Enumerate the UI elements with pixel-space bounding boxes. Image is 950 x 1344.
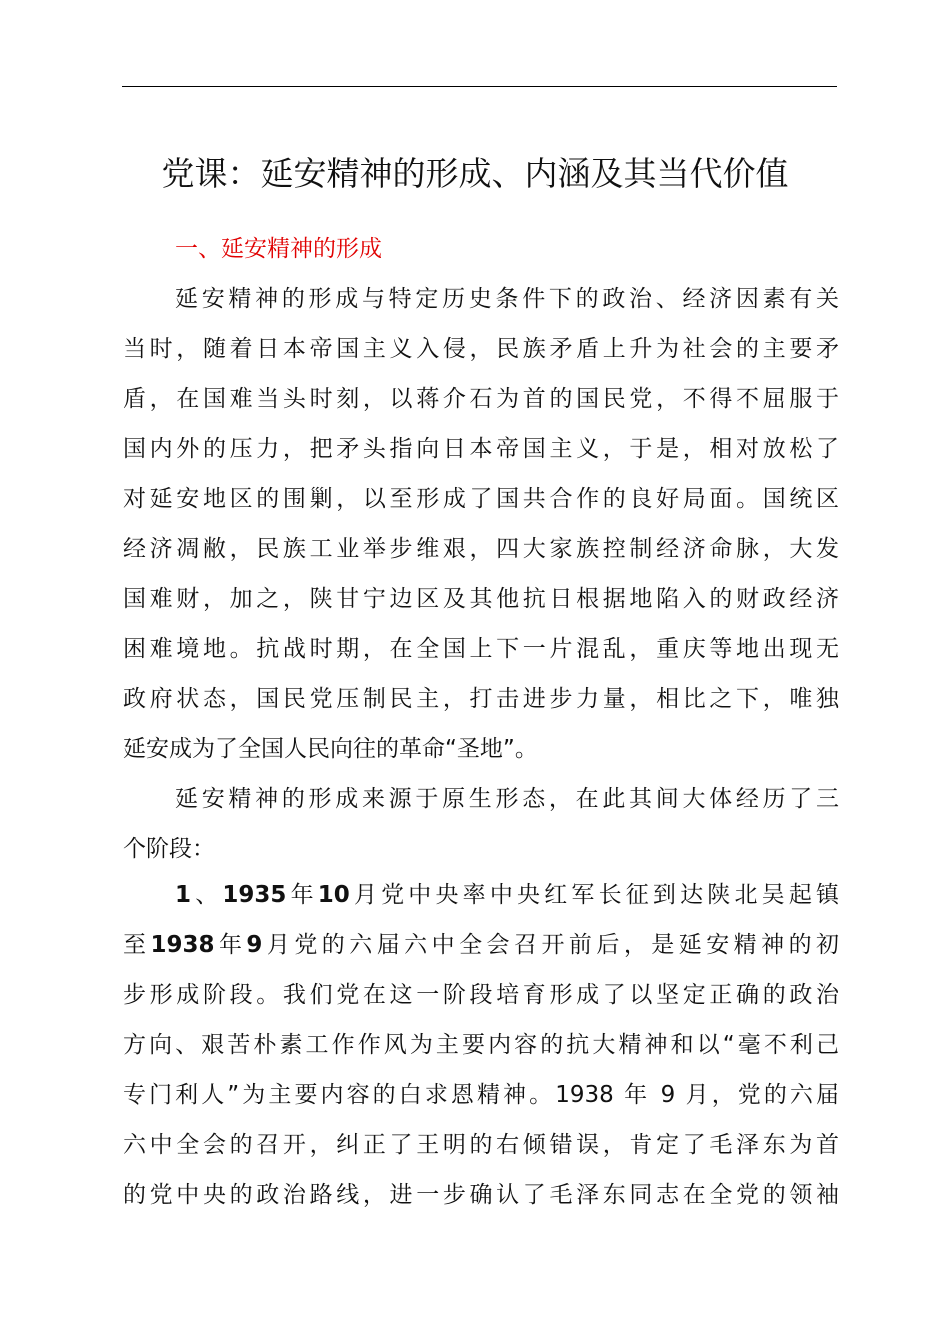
- paragraph-line: 六中全会的召开，纠正了王明的右倾错误，肯定了毛泽东为首: [123, 1132, 839, 1158]
- inline-text: 月党中央率中央红军长征到达陕北吴起镇: [349, 882, 839, 908]
- paragraph-line: 经济凋敝，民族工业举步维艰，四大家族控制经济命脉，大发: [123, 536, 839, 562]
- paragraph-stage-one: [123, 870, 839, 1220]
- inline-text: 至: [123, 932, 151, 958]
- paragraph-line: 方向、艰苦朴素工作作风为主要内容的抗大精神和以“毫不利己: [123, 1032, 839, 1058]
- inline-text: 、: [191, 882, 223, 908]
- bold-number: 1: [175, 882, 192, 908]
- paragraph-three-stages-intro: [123, 774, 839, 874]
- paragraph-line: 个阶段：: [123, 836, 215, 862]
- paragraph-line: 国难财，加之，陕甘宁边区及其他抗日根据地陷入的财政经济: [123, 586, 839, 612]
- paragraph-line: [123, 870, 839, 920]
- header-rule: [122, 86, 837, 87]
- bold-number: 10: [317, 882, 350, 908]
- paragraph-line: 专门利人”为主要内容的白求恩精神。1938 年 9 月，党的六届: [123, 1082, 839, 1108]
- inline-text: 年: [214, 932, 247, 958]
- paragraph-line: 当时，随着日本帝国主义入侵，民族矛盾上升为社会的主要矛: [123, 336, 839, 362]
- paragraph-line: 困难境地。抗战时期，在全国上下一片混乱，重庆等地出现无: [123, 636, 839, 662]
- bold-number: 9: [246, 932, 263, 958]
- bold-number: 1935: [222, 882, 287, 908]
- bold-number: 1938: [150, 932, 215, 958]
- inline-text: 月党的六届六中全会召开前后，是延安精神的初: [262, 932, 839, 958]
- paragraph-line: 盾，在国难当头时刻，以蒋介石为首的国民党，不得不屈服于: [123, 386, 839, 412]
- paragraph-line: 政府状态，国民党压制民主，打击进步力量，相比之下，唯独: [123, 686, 839, 712]
- paragraph-line: 的党中央的政治路线，进一步确认了毛泽东同志在全党的领袖: [123, 1182, 839, 1208]
- paragraph-line: 延安精神的形成与特定历史条件下的政治、经济因素有关: [175, 286, 839, 312]
- paragraph-line: 国内外的压力，把矛头指向日本帝国主义，于是，相对放松了: [123, 436, 839, 462]
- inline-text: 年: [286, 882, 318, 908]
- paragraph-formation-background: [123, 274, 839, 774]
- section-heading: 一、延安精神的形成: [175, 236, 382, 262]
- paragraph-line: 延安成为了全国人民向往的革命“圣地”。: [123, 736, 538, 762]
- paragraph-line: 延安精神的形成来源于原生形态，在此其间大体经历了三: [175, 786, 839, 812]
- paragraph-line: [123, 920, 839, 970]
- paragraph-line: 步形成阶段。我们党在这一阶段培育形成了以坚定正确的政治: [123, 982, 839, 1008]
- document-title: 党课：延安精神的形成、内涵及其当代价值: [161, 154, 789, 193]
- paragraph-line: 对延安地区的围剿，以至形成了国共合作的良好局面。国统区: [123, 486, 839, 512]
